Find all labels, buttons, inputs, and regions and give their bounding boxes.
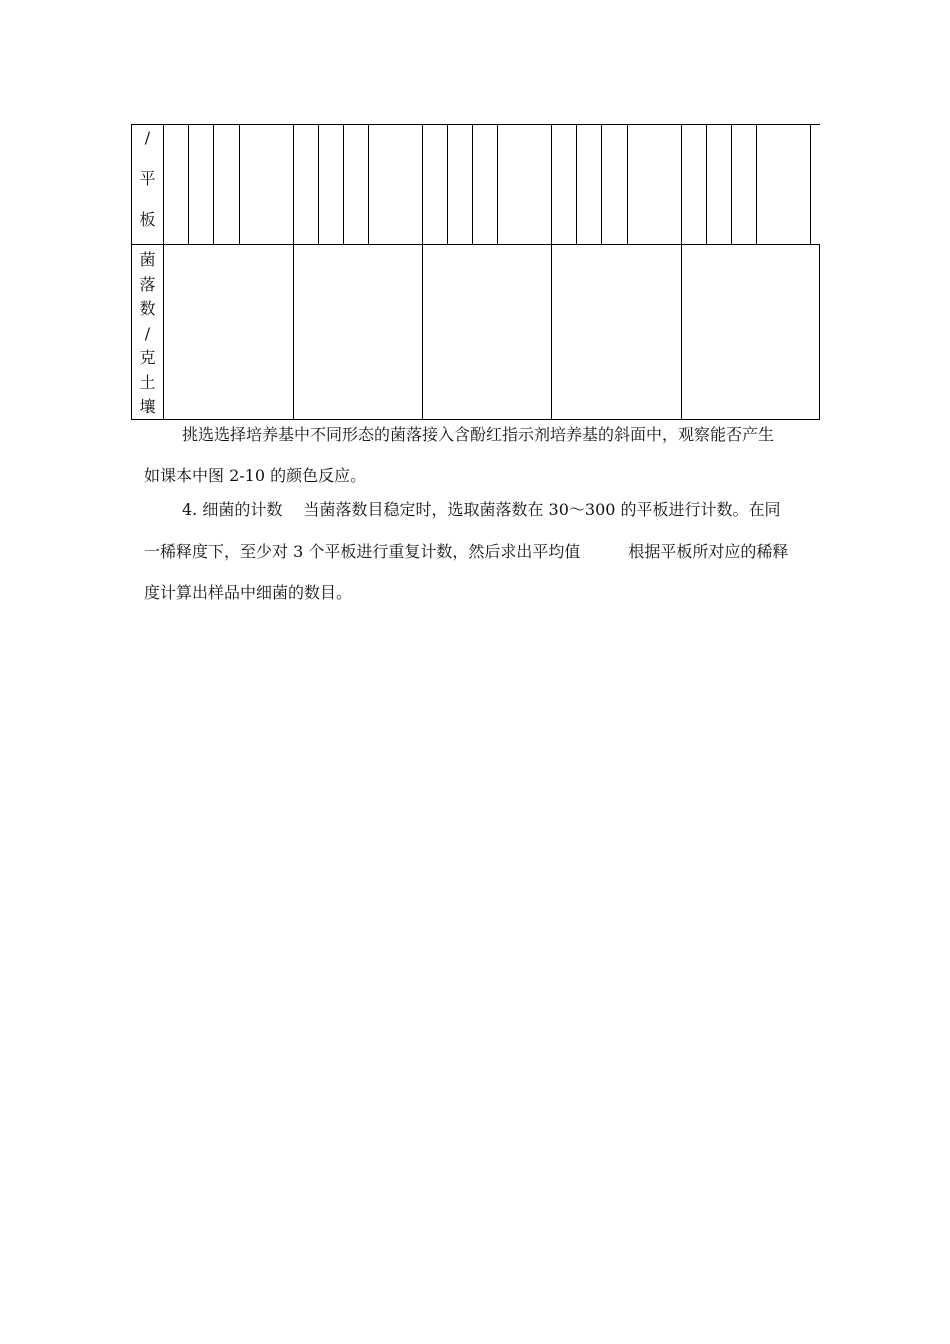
table-cell-divider <box>731 124 732 245</box>
table-cell-divider <box>472 124 473 245</box>
paragraph-line: 如课本中图 2-10 的颜色反应。 <box>144 466 367 485</box>
table-right-border <box>819 244 820 420</box>
table-right-border-top <box>810 124 811 245</box>
row-label-per-plate <box>131 128 164 230</box>
paragraph-line: 4. 细菌的计数 当菌落数目稳定时，选取菌落数在 30～300 的平板进行计数。在同 <box>182 500 781 519</box>
row-label-char: 克 <box>139 348 156 367</box>
paragraph-line: 度计算出样品中细菌的数目。 <box>144 583 353 602</box>
table-cell-divider <box>627 124 628 245</box>
row-label-char: / <box>144 128 151 147</box>
table-bottom-border <box>131 419 820 420</box>
table-cell-divider <box>343 124 344 245</box>
table-cell-divider <box>188 124 189 245</box>
table-cell-divider <box>576 124 577 245</box>
table-cell-divider <box>213 124 214 245</box>
table-cell-divider <box>239 124 240 245</box>
table-group-divider <box>422 124 423 420</box>
table-cell-divider <box>601 124 602 245</box>
row-label-char: 平 <box>139 169 156 188</box>
table-cell-divider <box>756 124 757 245</box>
table-cell-divider <box>497 124 498 245</box>
table-group-divider <box>681 124 682 420</box>
table-row-divider <box>131 244 820 245</box>
row-label-char: 壤 <box>139 397 156 416</box>
table-group-divider <box>293 124 294 420</box>
table-top-border <box>131 124 820 125</box>
table-group-divider <box>551 124 552 420</box>
row-label-char: 菌 <box>139 250 156 269</box>
table-cell-divider <box>447 124 448 245</box>
table-cell-divider <box>706 124 707 245</box>
table-cell-divider <box>318 124 319 245</box>
row-label-char: 落 <box>139 274 156 294</box>
row-label-char: 土 <box>139 372 156 392</box>
paragraph-line: 挑选选择培养基中不同形态的菌落接入含酚红指示剂培养基的斜面中，观察能否产生 <box>182 425 775 444</box>
row-label-colonies-per-gram-soil <box>131 248 164 420</box>
row-label-char: / <box>144 323 151 343</box>
table-cell-divider <box>368 124 369 245</box>
paragraph-line: 一稀释度下，至少对 3 个平板进行重复计数，然后求出平均值 根据平板所对应的稀释 <box>144 542 789 561</box>
row-label-char: 数 <box>139 299 156 318</box>
row-label-char: 板 <box>139 210 156 229</box>
